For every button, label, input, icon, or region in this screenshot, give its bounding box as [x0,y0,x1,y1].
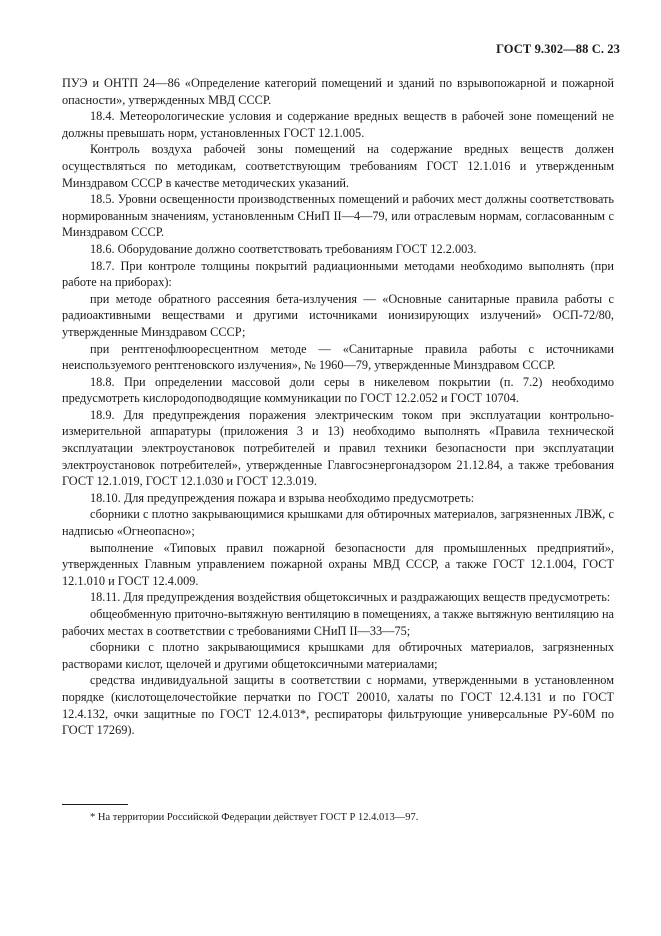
paragraph-18-5: 18.5. Уровни освещенности производственных помещений и рабочих мест должны соответствовать нормированным значениям, установленным СНиП II—4—79, или отраслевым нормам, согласованным с Минздравом СССР. [62,192,614,240]
running-header: ГОСТ 9.302—88 С. 23 [496,42,620,56]
paragraph-18-11: 18.11. Для предупреждения воздействия общетоксичных и раздражающих веществ предусмотреть: [90,590,611,605]
document-body [62,75,614,739]
paragraph-18-4: 18.4. Метеорологические условия и содержание вредных веществ в рабочей зоне помещений не должны превышать норм, установленных ГОСТ 12.1.005. [62,109,614,140]
paragraph-ventilation: общеобменную приточно-вытяжную вентиляцию в помещениях, а также вытяжную вентиляцию на рабочих местах в соответствии с требованиями СНиП II—33—75; [62,607,614,638]
paragraph-lvzh-containers: сборники с плотно закрывающимися крышками для обтирочных материалов, загрязненных ЛВЖ, с надписью «Огнеопасно»; [62,507,614,539]
paragraph-18-6: 18.6. Оборудование должно соответствовать требованиям ГОСТ 12.2.003. [90,241,477,256]
paragraph-xray-method: при рентгенофлюоресцентном методе — «Санитарные правила работы с источниками неиспользуемого рентгеновского излучения», № 1960—79, утвержденные Минздравом СССР. [62,341,614,373]
paragraph-acid-containers: сборники с плотно закрывающимися крышками для обтирочных материалов, загрязненных растворами кислот, щелочей и другими общетоксичными материалами; [62,640,614,671]
paragraph-beta-method: при методе обратного рассеяния бета-излучения — «Основные санитарные правила работы с радиоактивными веществами и другими источниками ионизирующих излучений» ОСП-72/80, утвержденные Минздравом СССР; [62,291,614,339]
paragraph-continuation: ПУЭ и ОНТП 24—86 «Определение категорий помещений и зданий по взрывопожарной и пожарной опасности», утвержденных МВД СССР. [62,76,614,107]
paragraph-fire-rules: выполнение «Типовых правил пожарной безопасности для промышленных предприятий», утвержденных Главным управлением пожарной охраны МВД СССР, а также ГОСТ 12.1.004, ГОСТ 12.1.010 и ГОСТ 12.4.009. [62,540,614,588]
paragraph-18-8: 18.8. При определении массовой доли серы в никелевом покрытии (п. 7.2) необходимо предусмотреть кислородоподводящие коммуникации по ГОСТ 12.2.052 и ГОСТ 10704. [62,374,614,406]
footnote-divider [62,804,128,805]
paragraph-air-control: Контроль воздуха рабочей зоны помещений на содержание вредных веществ должен осуществляться по методикам, соответствующим требованиям ГОСТ 12.1.016 и утвержденным Минздравом СССР в качестве методических указаний. [62,142,614,190]
paragraph-18-9: 18.9. Для предупреждения поражения электрическим током при эксплуатации контрольно-измерительной аппаратуры (приложения 3 и 13) необходимо выполнять «Правила технической эксплуатации электроустановок потребителей и правил техники безопасности при эксплуатации электроустановок потребителей», утвержденные Главгосэнергонадзором 21.12.84, а также требования ГОСТ 12.1.019, ГОСТ 12.1.030 и ГОСТ 12.3.019. [62,407,614,489]
paragraph-18-10: 18.10. Для предупреждения пожара и взрыва необходимо предусмотреть: [90,490,475,505]
paragraph-ppe: средства индивидуальной защиты в соответствии с нормами, утвержденными в установленном порядке (кислотощелочестойкие перчатки по ГОСТ 20010, халаты по ГОСТ 12.4.131 и по ГОСТ 12.4.132, очки защитные по ГОСТ 12.4.013*, респираторы фильтрующие универсальные РУ-60М по ГОСТ 17269). [62,673,614,738]
footnote: * На территории Российской Федерации действует ГОСТ Р 12.4.013—97. [90,812,419,823]
paragraph-18-7: 18.7. При контроле толщины покрытий радиационными методами необходимо выполнять (при работе на приборах): [62,258,614,290]
